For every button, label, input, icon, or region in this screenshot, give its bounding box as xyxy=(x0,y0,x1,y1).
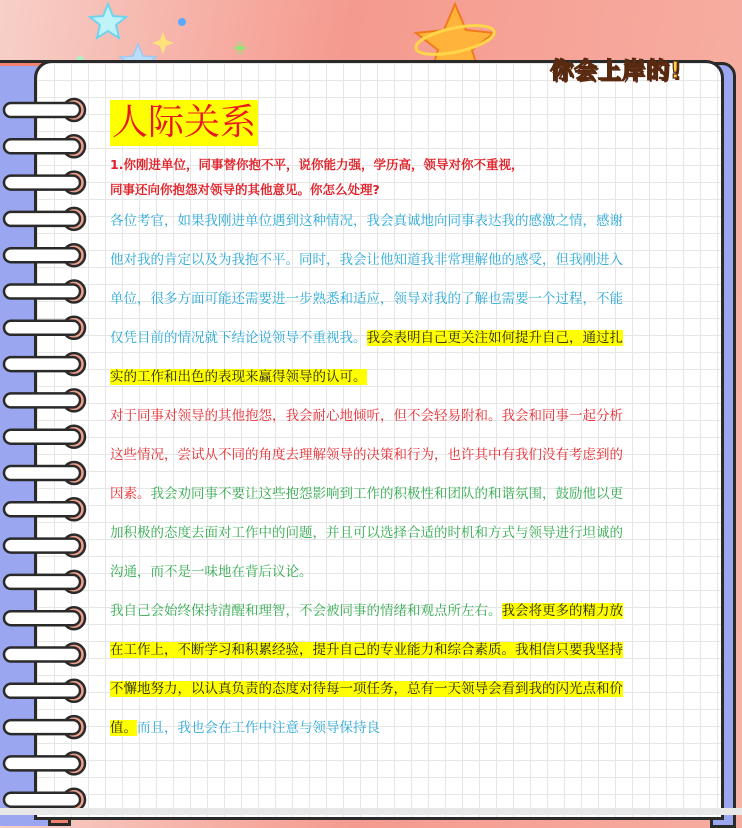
scrollbar-track[interactable] xyxy=(0,808,742,815)
question-line-2: 同事还向你抱怨对领导的其他意见。你怎么处理? xyxy=(110,182,380,197)
sparkle-icon xyxy=(232,40,248,56)
question-line-1: 1.你刚进单位，同事替你抱不平，说你能力强，学历高，领导对你不重视， xyxy=(110,157,524,172)
binding-ring xyxy=(4,571,85,593)
binding-ring xyxy=(4,99,85,121)
binding-ring xyxy=(4,208,85,230)
binding-ring xyxy=(4,752,85,774)
binding-ring xyxy=(4,317,85,339)
binding-ring xyxy=(4,353,85,375)
dot-icon xyxy=(178,18,186,26)
binding-ring xyxy=(4,135,85,157)
answer-paragraph-3 xyxy=(110,592,625,748)
p2-green-text: 我会劝同事不要让这些抱怨影响到工作的积极性和团队的和谐氛围，鼓励他以更加积极的态度去面对工作中的问题，并且可以选择合适的时机和方式与领导进行坦诚的沟通，而不是一味地在背后议论。 xyxy=(110,486,623,580)
p1-blue-text: 各位考官，如果我刚进单位遇到这种情况，我会真诚地向同事表达我的感激之情，感谢他对我的肯定以及为我抱不平。同时，我会让他知道我非常理解他的感受，但我刚进入单位，很多方面可能还需要进一步熟悉和适应，领导对我的了解也需要一个过程，不能仅凭目前的情况就下结论说领导不重视我。 xyxy=(110,213,623,346)
binding-ring xyxy=(4,716,85,738)
binding-ring xyxy=(4,535,85,557)
document-content xyxy=(110,100,625,748)
page-title: 人际关系 xyxy=(110,100,258,146)
p1-highlight-text: 我会表明自己更关注如何提升自己，通过扎实的工作和出色的表现来赢得领导的认可。 xyxy=(110,330,623,385)
star-icon xyxy=(90,4,126,38)
binding-ring xyxy=(4,172,85,194)
p3-highlight-text: 我会将更多的精力放在工作上，不断学习和积累经验，提升自己的专业能力和综合素质。我相信只要我坚持不懈地努力，以认真负责的态度对待每一项任务，总有一天领导会看到我的闪光点和价值。 xyxy=(110,603,623,736)
sparkle-icon xyxy=(152,32,174,54)
question-text xyxy=(110,152,625,202)
p3-blue-text: 而且，我也会在工作中注意与领导保持良 xyxy=(137,720,380,736)
p3-green-text: 我自己会始终保持清醒和理智，不会被同事的情绪和观点所左右。 xyxy=(110,603,502,619)
binding-ring xyxy=(4,389,85,411)
binding-ring xyxy=(4,462,85,484)
binding-ring xyxy=(4,281,85,303)
binding-ring xyxy=(4,680,85,702)
binding-ring xyxy=(4,644,85,666)
binding-ring xyxy=(4,426,85,448)
binding-ring xyxy=(4,498,85,520)
binding-ring xyxy=(4,607,85,629)
spiral-binding xyxy=(0,90,100,815)
binding-ring xyxy=(4,244,85,266)
p2-red-text: 对于同事对领导的其他抱怨，我会耐心地倾听，但不会轻易附和。我会和同事一起分析这些情况，尝试从不同的角度去理解领导的决策和行为，也许其中有我们没有考虑到的因素。 xyxy=(110,408,623,502)
answer-paragraph-1 xyxy=(110,202,625,397)
answer-paragraph-2 xyxy=(110,397,625,592)
motivation-banner: 你会上岸的! xyxy=(550,58,682,84)
